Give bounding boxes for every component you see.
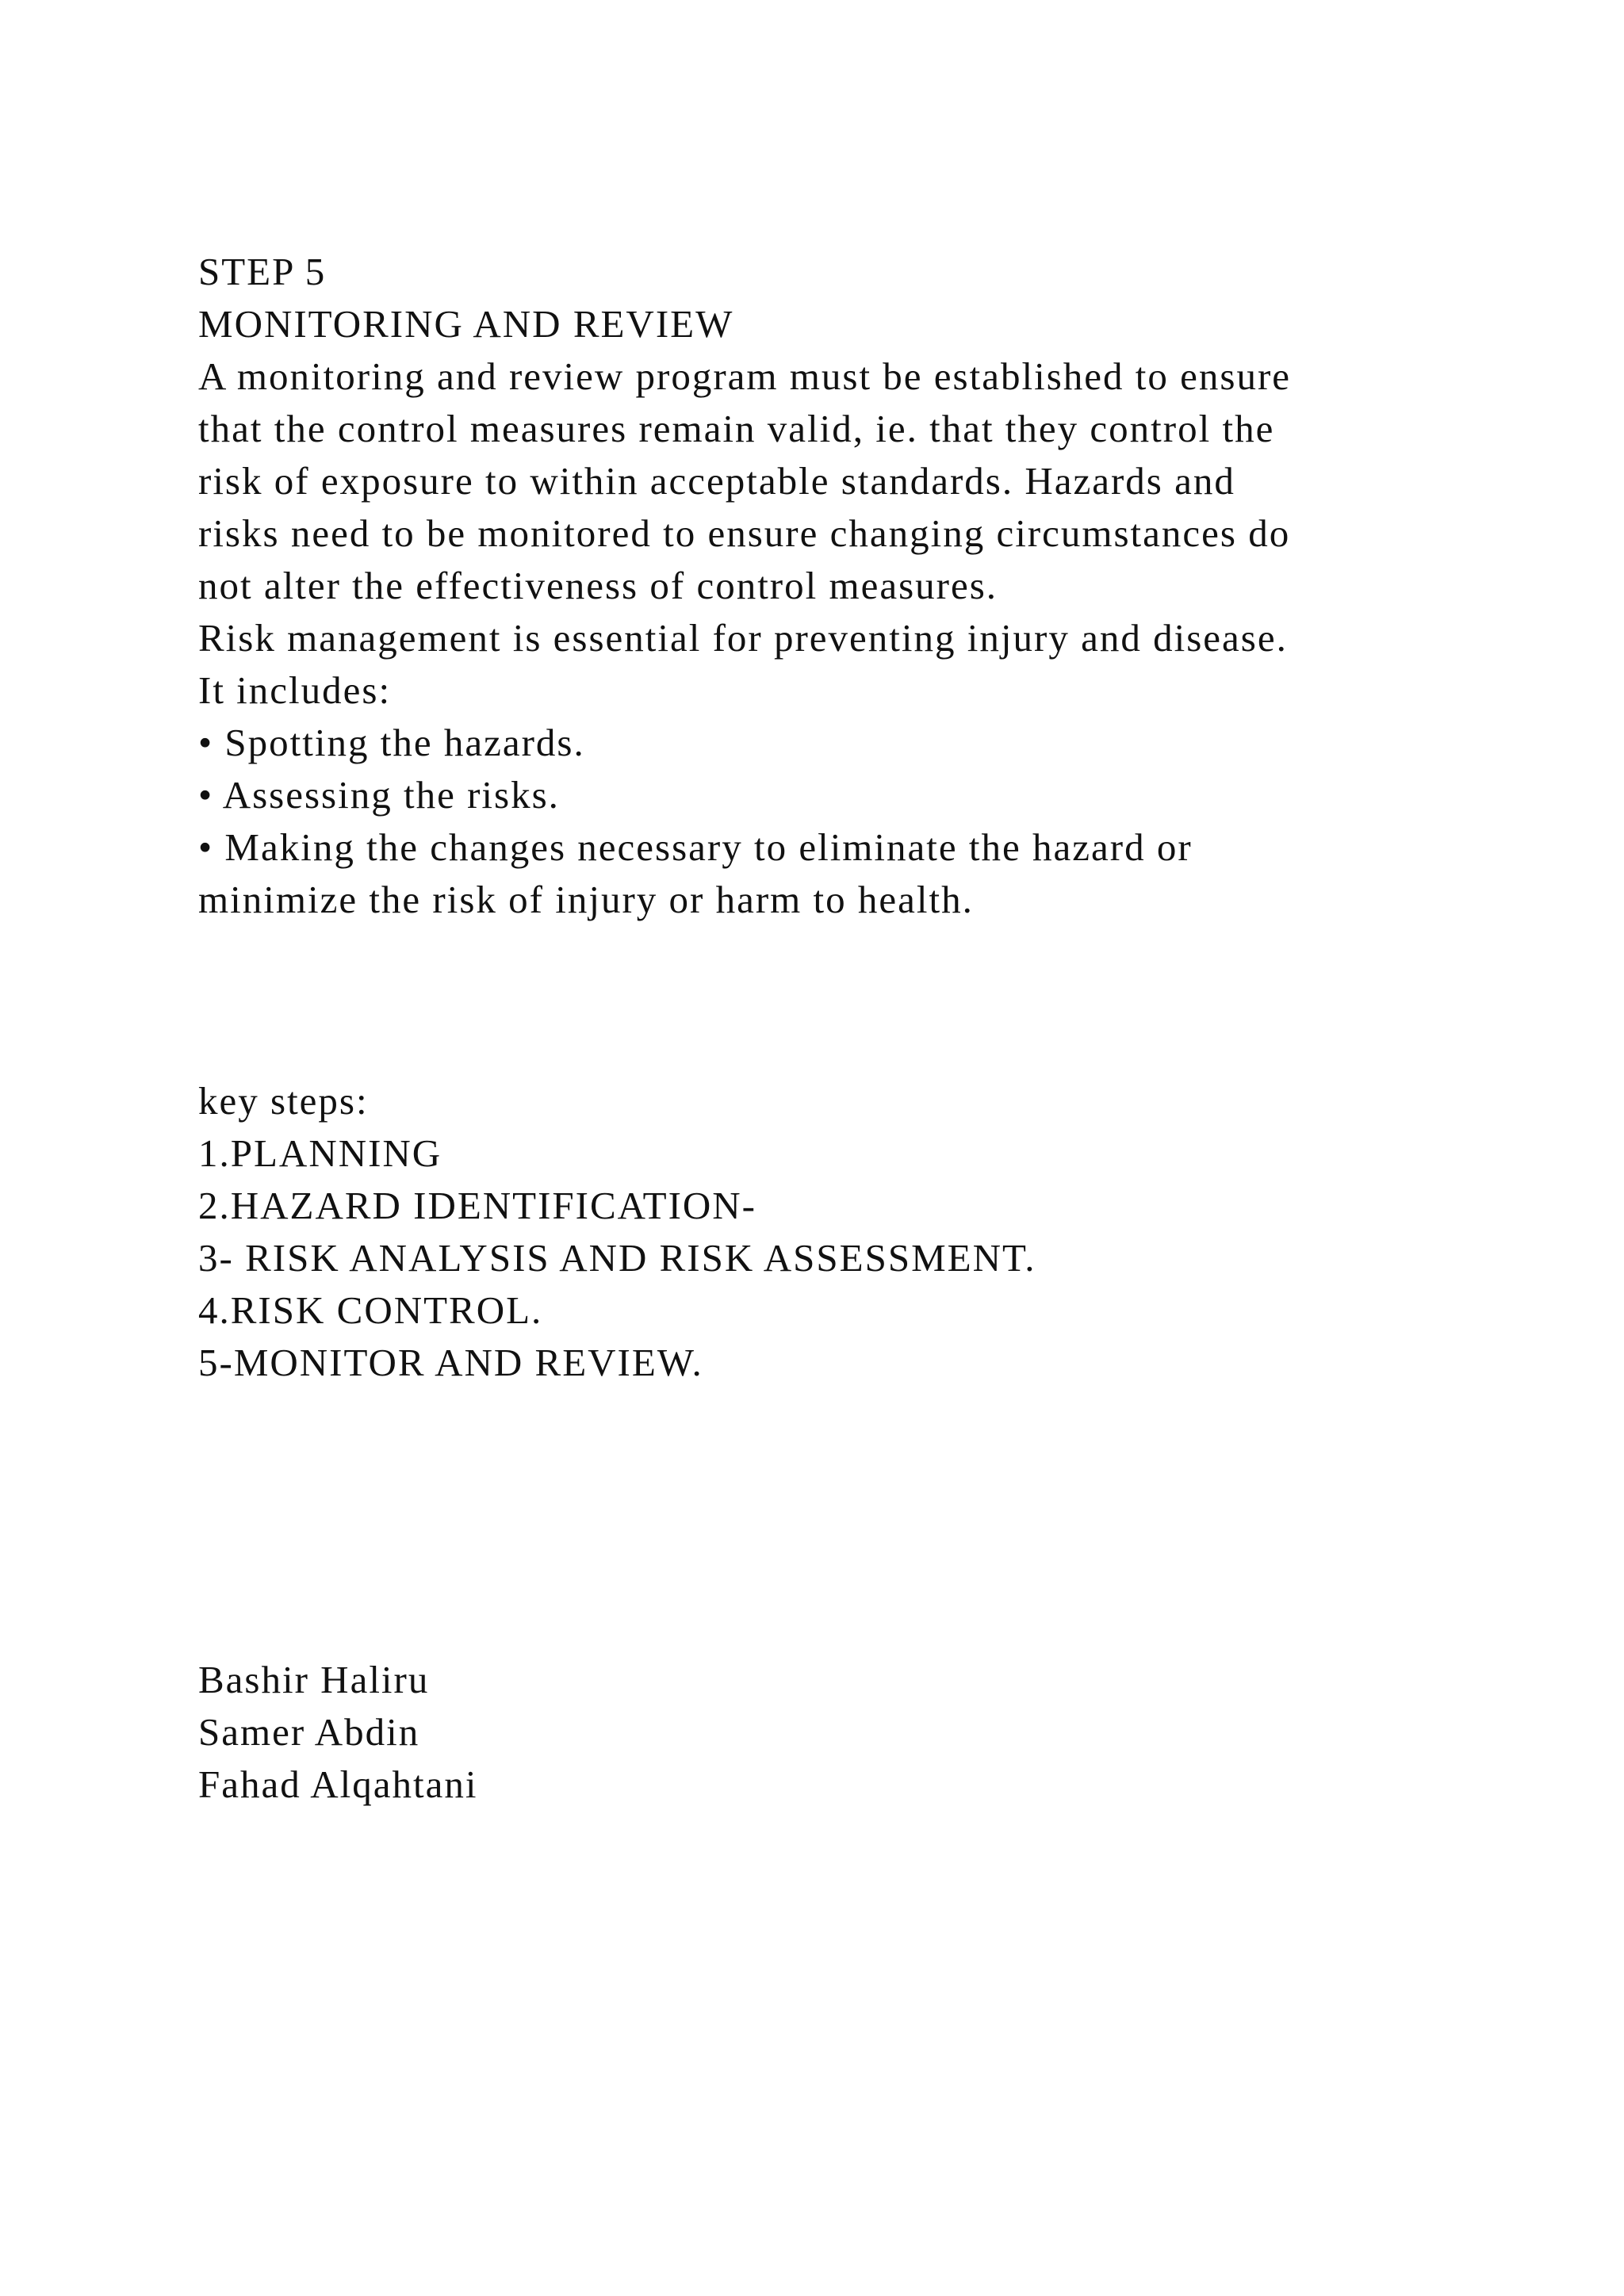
paragraph-line: A monitoring and review program must be established to ensure xyxy=(198,354,1292,398)
key-step-item: 2.HAZARD IDENTIFICATION- xyxy=(198,1184,756,1227)
key-step-item: 4.RISK CONTROL. xyxy=(198,1288,543,1332)
author-name: Samer Abdin xyxy=(198,1710,420,1754)
step-section xyxy=(198,246,1467,926)
key-step-item: 1.PLANNING xyxy=(198,1131,442,1175)
key-steps-label: key steps: xyxy=(198,1079,369,1123)
risk-management-line: Risk management is essential for preventing injury and disease. xyxy=(198,616,1288,660)
paragraph-line: not alter the effectiveness of control measures. xyxy=(198,564,998,607)
step-heading: STEP 5 xyxy=(198,250,327,293)
paragraph-line: risk of exposure to within acceptable standards. Hazards and xyxy=(198,459,1235,503)
risk-management-line: It includes: xyxy=(198,668,392,712)
bullet-item: • Spotting the hazards. xyxy=(198,721,585,764)
section-title: MONITORING AND REVIEW xyxy=(198,302,734,346)
bullet-item-continuation: minimize the risk of injury or harm to health. xyxy=(198,878,974,921)
paragraph-line: risks need to be monitored to ensure changing circumstances do xyxy=(198,511,1291,555)
key-steps-section xyxy=(198,1075,1467,1389)
key-step-item: 5-MONITOR AND REVIEW. xyxy=(198,1341,703,1384)
bullet-item: • Making the changes necessary to eliminate the hazard or xyxy=(198,825,1193,869)
key-step-item: 3- RISK ANALYSIS AND RISK ASSESSMENT. xyxy=(198,1236,1036,1280)
author-name: Bashir Haliru xyxy=(198,1658,430,1701)
bullet-item: • Assessing the risks. xyxy=(198,773,560,817)
author-name: Fahad Alqahtani xyxy=(198,1762,478,1806)
authors-section xyxy=(198,1654,1467,1811)
paragraph-line: that the control measures remain valid, ie. that they control the xyxy=(198,407,1275,450)
